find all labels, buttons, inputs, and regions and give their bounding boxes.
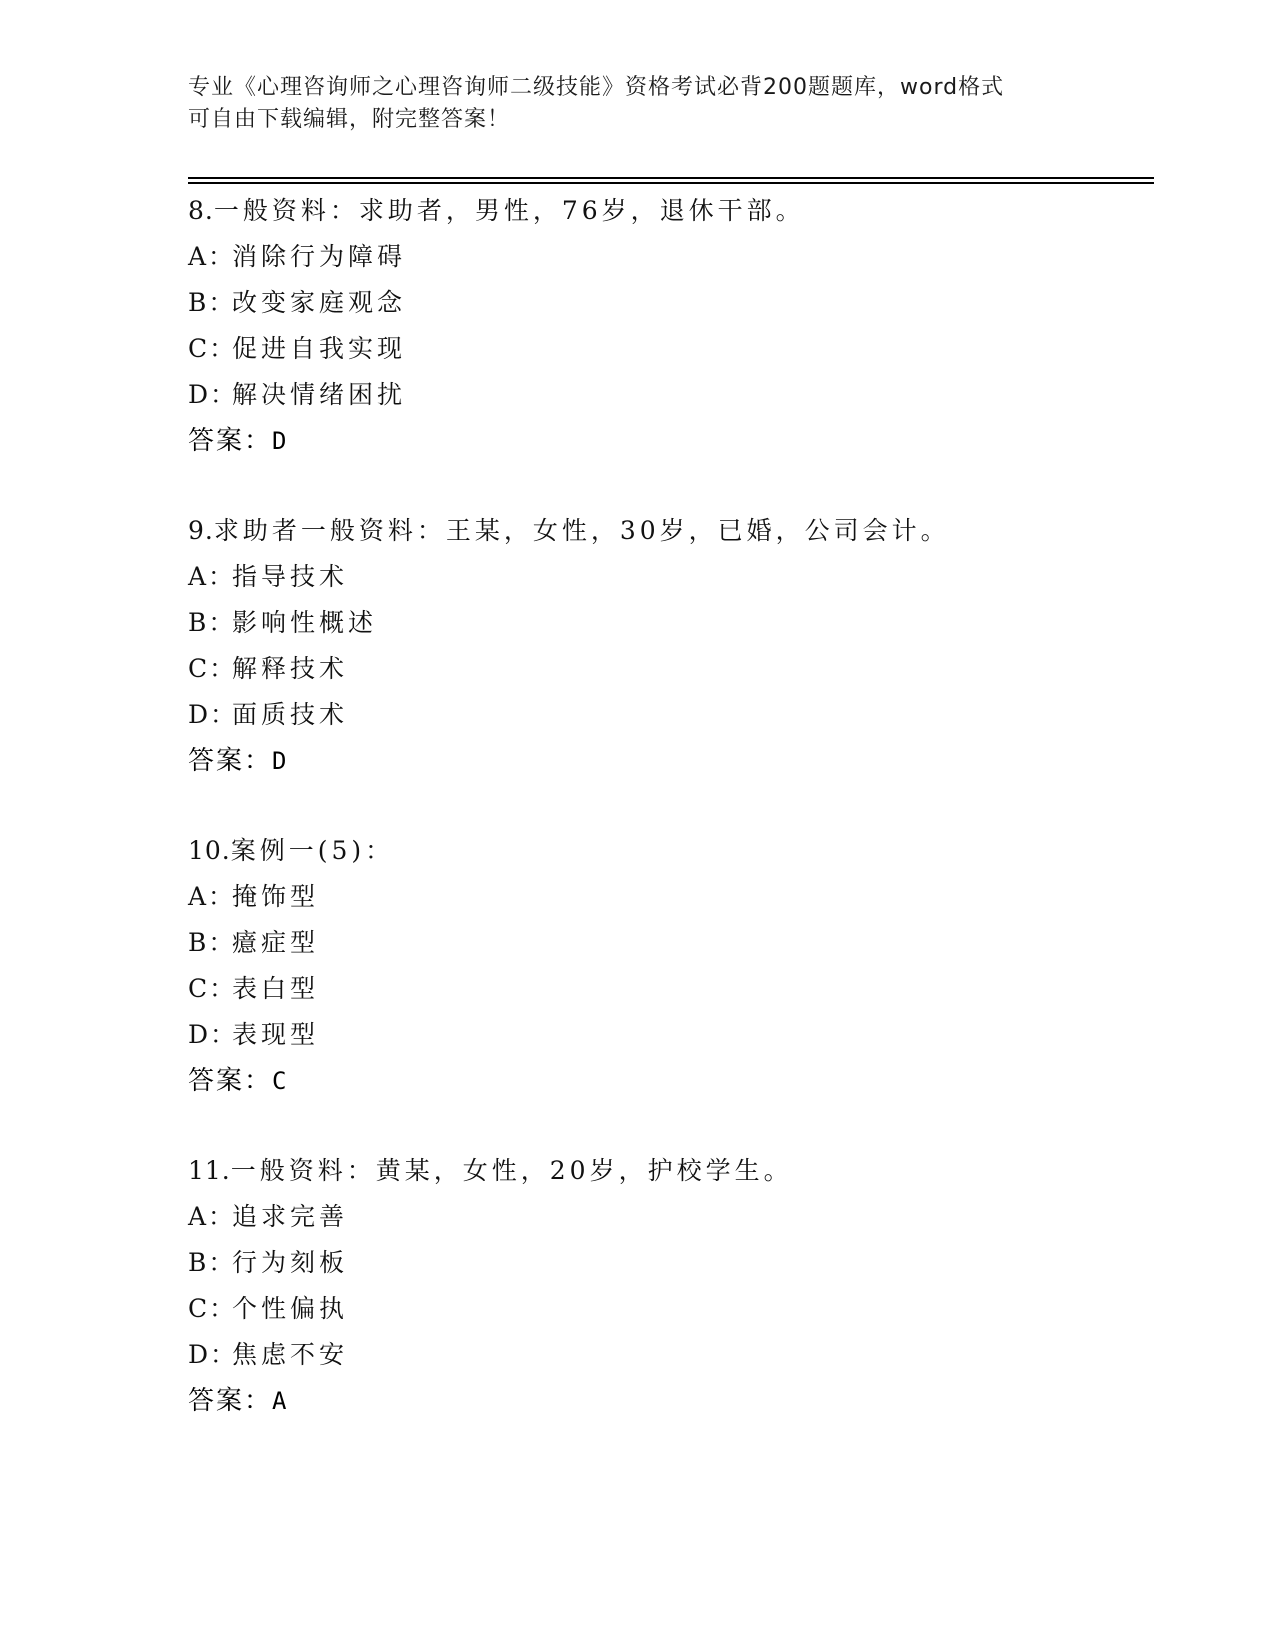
header-divider-top [188,177,1154,179]
option-c [188,1286,1148,1332]
option-text: 追求完善 [232,1202,349,1231]
option-letter: D： [188,380,238,409]
option-letter: A： [188,882,236,911]
question-text: 一般资料：黄某，女性，20岁，护校学生。 [230,1156,793,1185]
option-letter: B： [188,928,236,957]
question-text: 一般资料：求助者，男性，76岁，退休干部。 [213,196,805,225]
option-text: 促进自我实现 [232,334,407,363]
question-8 [188,188,1148,464]
question-number: 11. [188,1156,231,1185]
option-text: 面质技术 [232,700,349,729]
answer-label: 答案： [188,1386,273,1416]
question-number: 8. [188,196,214,225]
option-letter: B： [188,288,236,317]
answer-value: D [272,747,287,775]
header-line-1: 专业《心理咨询师之心理咨询师二级技能》资格考试必背200题题库，word格式 [188,75,1005,100]
option-c [188,966,1148,1012]
question-stem [188,828,1148,874]
option-a [188,234,1148,280]
option-d [188,1332,1148,1378]
header-divider-bottom [188,182,1154,184]
option-letter: B： [188,1248,236,1277]
answer-label: 答案： [188,1066,273,1096]
option-a [188,554,1148,600]
option-text: 影响性概述 [232,608,378,637]
option-text: 掩饰型 [232,882,320,911]
option-letter: C： [188,1294,237,1323]
option-b [188,1240,1148,1286]
option-text: 消除行为障碍 [232,242,407,271]
question-list [188,188,1148,1468]
option-text: 改变家庭观念 [232,288,407,317]
option-d [188,1012,1148,1058]
option-letter: C： [188,654,237,683]
answer-value: C [272,1067,287,1095]
option-b [188,920,1148,966]
option-text: 癔症型 [232,928,320,957]
answer-value: D [272,427,287,455]
answer-line [188,1058,1148,1104]
question-number: 10. [188,836,231,865]
question-10 [188,828,1148,1104]
option-letter: B： [188,608,236,637]
option-letter: C： [188,334,237,363]
option-letter: C： [188,974,237,1003]
option-b [188,280,1148,326]
option-text: 解释技术 [232,654,349,683]
answer-label: 答案： [188,746,273,776]
option-letter: D： [188,1340,238,1369]
answer-line [188,738,1148,784]
option-text: 表白型 [232,974,320,1003]
option-d [188,692,1148,738]
option-letter: A： [188,562,236,591]
question-stem [188,188,1148,234]
question-stem [188,508,1148,554]
option-letter: D： [188,700,238,729]
question-number: 9. [188,516,214,545]
answer-value: A [272,1387,287,1415]
option-a [188,1194,1148,1240]
option-d [188,372,1148,418]
header-line-2: 可自由下载编辑，附完整答案！ [188,107,511,132]
option-text: 指导技术 [232,562,349,591]
document-header [188,72,1088,136]
option-c [188,646,1148,692]
option-text: 行为刻板 [232,1248,349,1277]
option-text: 解决情绪困扰 [232,380,407,409]
answer-label: 答案： [188,426,273,456]
option-text: 表现型 [232,1020,320,1049]
question-11 [188,1148,1148,1424]
question-9 [188,508,1148,784]
option-text: 焦虑不安 [232,1340,349,1369]
answer-line [188,1378,1148,1424]
question-text: 求助者一般资料：王某，女性，30岁，已婚，公司会计。 [213,516,950,545]
answer-line [188,418,1148,464]
option-letter: A： [188,242,236,271]
option-letter: D： [188,1020,238,1049]
option-b [188,600,1148,646]
option-text: 个性偏执 [232,1294,349,1323]
question-stem [188,1148,1148,1194]
option-c [188,326,1148,372]
option-a [188,874,1148,920]
question-text: 案例一(5)： [230,836,395,865]
option-letter: A： [188,1202,236,1231]
